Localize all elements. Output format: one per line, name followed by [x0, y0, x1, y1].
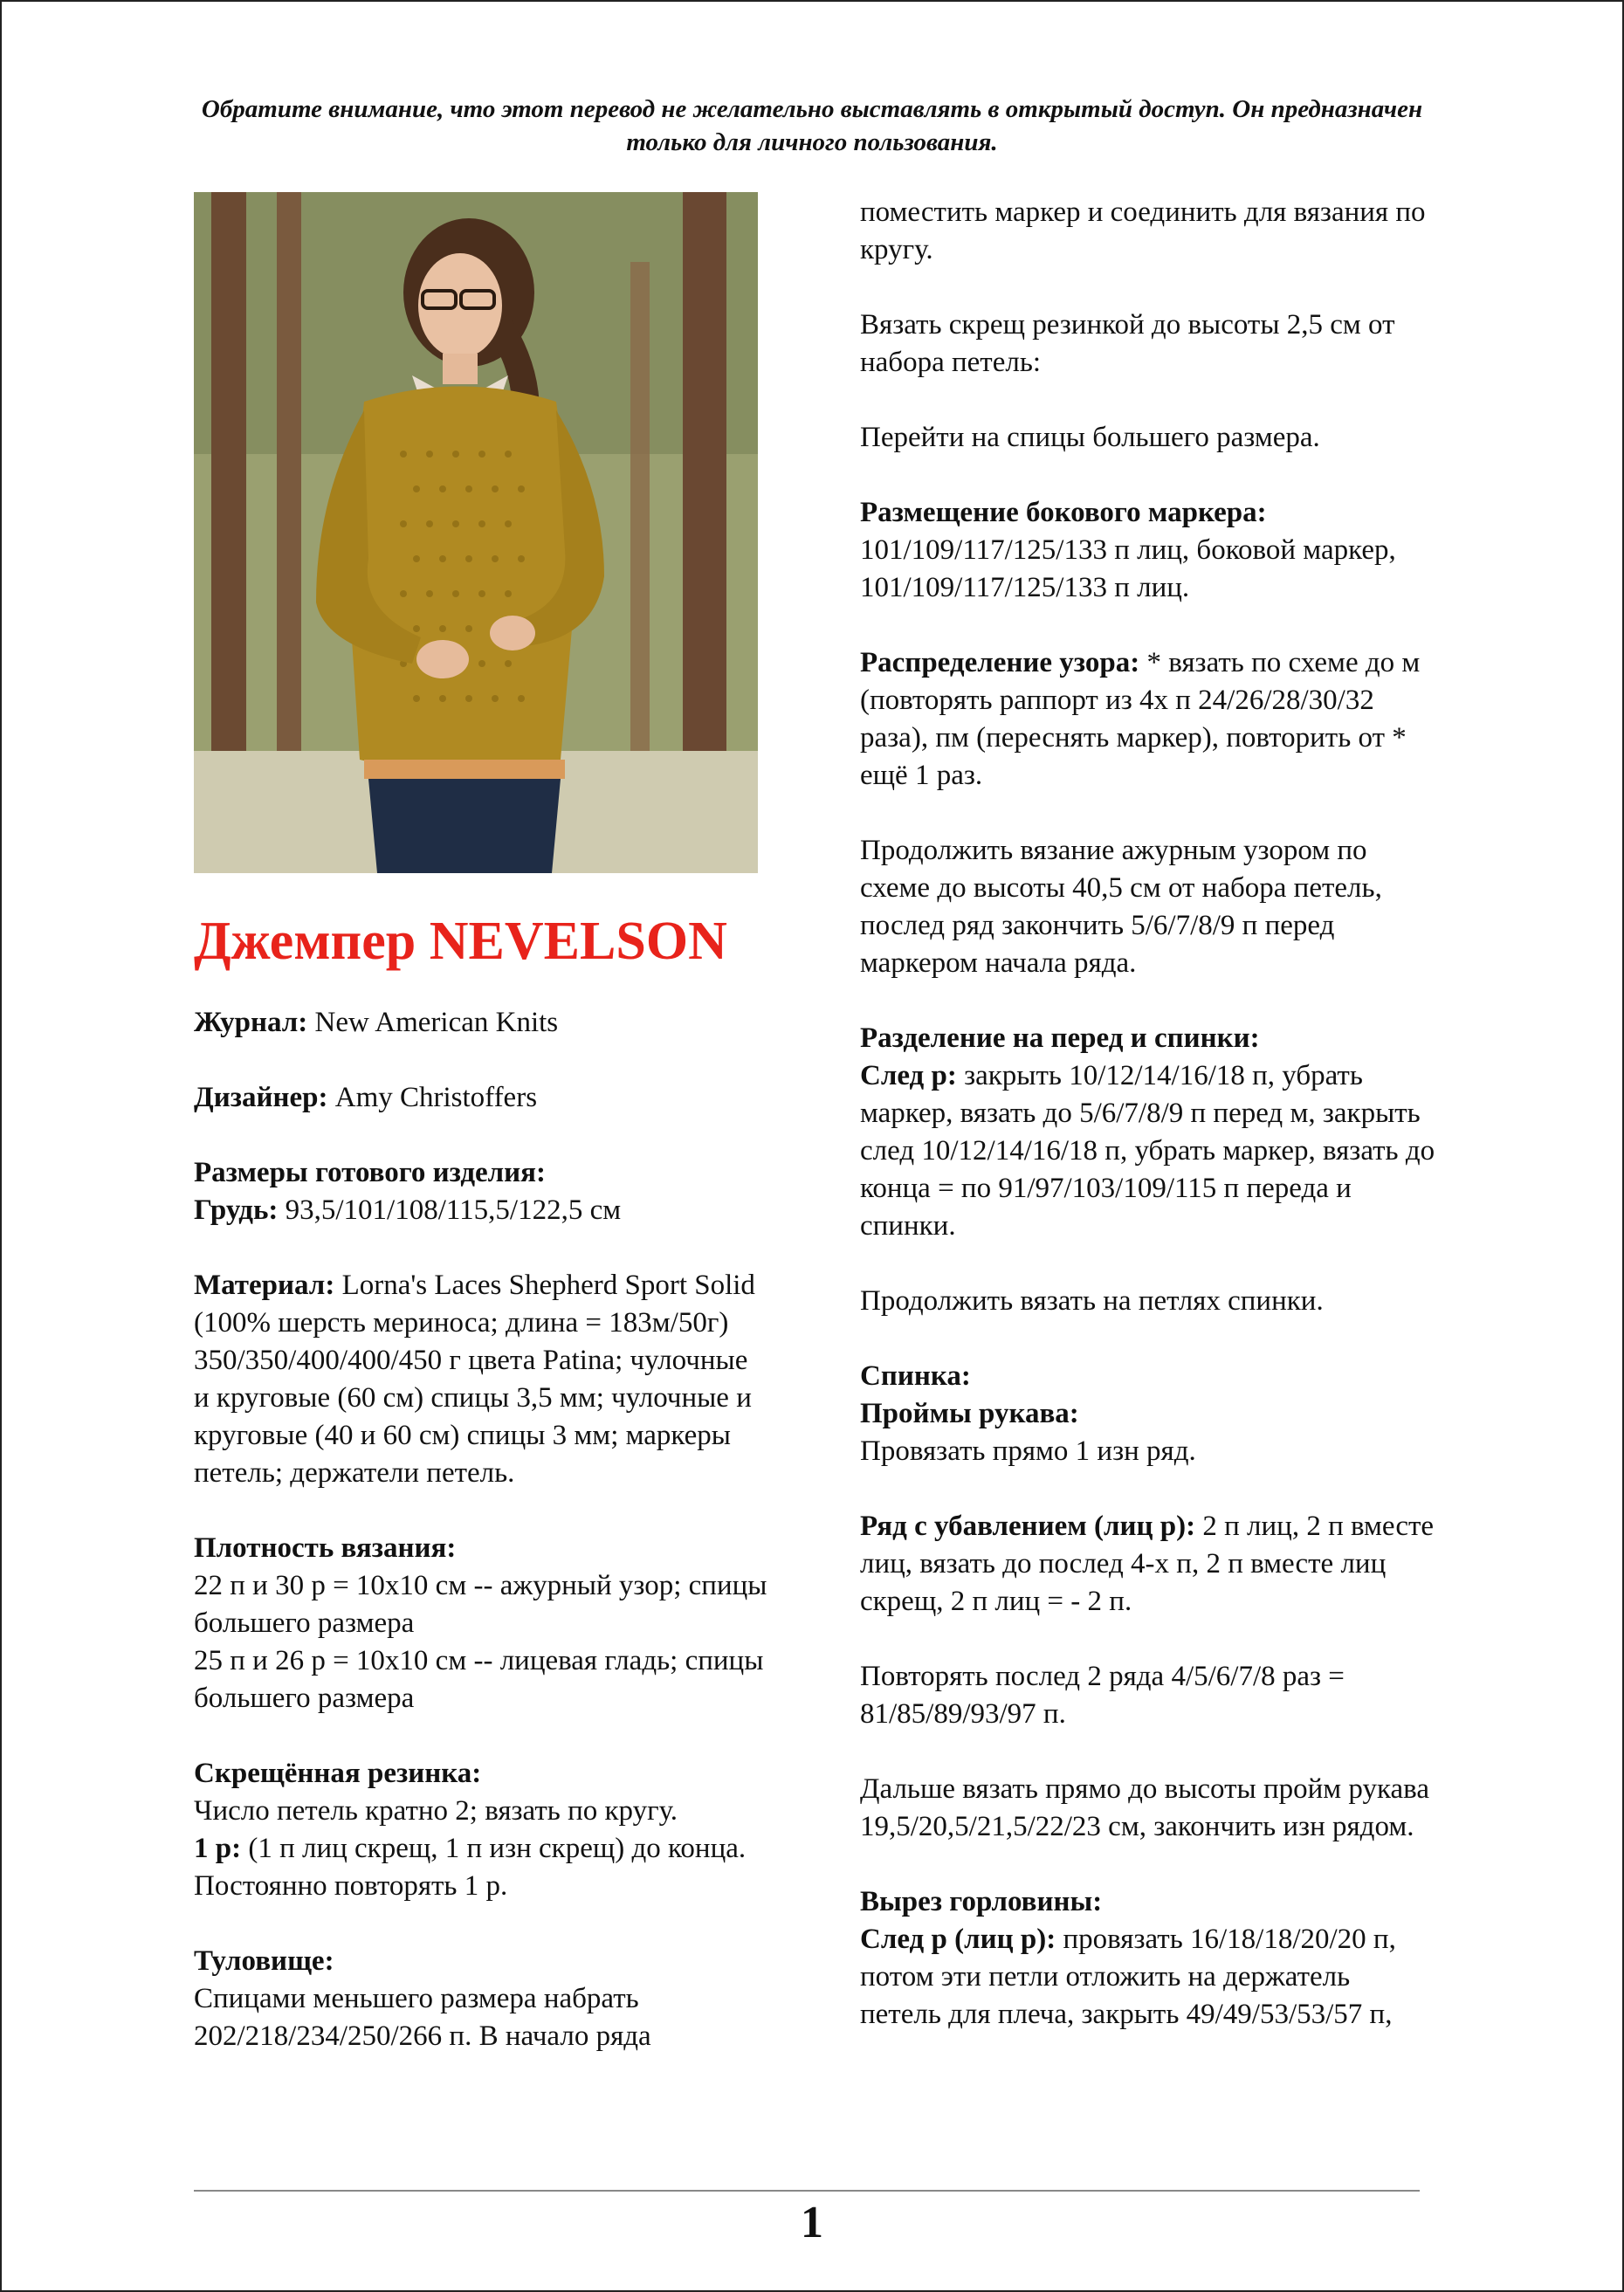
material-label: Материал: — [194, 1270, 335, 1301]
designer-line — [194, 1079, 770, 1117]
page-title: Джемпер NEVELSON — [194, 912, 727, 971]
back-heading — [860, 1358, 1436, 1395]
rib-heading-text: Скрещённая резинка: — [194, 1758, 482, 1789]
rib-line-1: Число петель кратно 2; вязать по кругу. — [194, 1795, 678, 1827]
magazine-line — [194, 1004, 770, 1042]
continue-text: Продолжить вязание ажурным узором по схеме до высоты 40,5 см от набора петель, послед ряд закончить 5/6/7/8/9 п перед маркером начала ряда. — [860, 835, 1382, 979]
right-p1: поместить маркер и соединить для вязания по кругу. — [860, 196, 1426, 265]
rib-heading — [194, 1755, 770, 1793]
pattern-line — [860, 644, 1436, 795]
magazine-label: Журнал: — [194, 1007, 308, 1038]
pattern-text: * вязать по схеме до м (повторять раппорт из 4х п 24/26/28/30/32 раза), пм (переснять маркер), повторить от * ещё 1 раз. — [860, 647, 1421, 791]
dec-text: 2 п лиц, 2 п вместе лиц, вязать до послед 4-х п, 2 п вместе лиц скрещ, 2 п лиц = - 2 п. — [860, 1511, 1435, 1617]
straight-text: Дальше вязать прямо до высоты пройм рукава 19,5/20,5/21,5/22/23 см, закончить изн рядом. — [860, 1773, 1429, 1842]
split-heading-text: Разделение на перед и спинки: — [860, 1022, 1260, 1054]
neck-text: провязать 16/18/18/20/20 п, потом эти петли отложить на держатель петель для плеча, закрыть 49/49/53/53/57 п, — [860, 1924, 1396, 2030]
photo-woman-in-mustard-lace-sweater-icon — [194, 192, 758, 873]
gauge-heading-text: Плотность вязания: — [194, 1532, 457, 1564]
chest-value: 93,5/101/108/115,5/122,5 см — [278, 1194, 622, 1226]
right-p2: Вязать скрещ резинкой до высоты 2,5 см от набора петель: — [860, 309, 1395, 378]
right-p3: Перейти на спицы большего размера. — [860, 422, 1320, 453]
gauge-line-2: 25 п и 26 р = 10х10 см -- лицевая гладь; спицы большего размера — [194, 1645, 764, 1714]
split-text: закрыть 10/12/14/16/18 п, убрать маркер, вязать до 5/6/7/8/9 п перед м, закрыть след 10/12/14/16/18 п, убрать маркер, вязать до конца = по 91/97/103/109/115 п переда и спинки. — [860, 1060, 1435, 1242]
neck-label: След р (лиц р): — [860, 1924, 1056, 1955]
split-heading — [860, 1020, 1436, 1057]
rib-row-value: (1 п лиц скрещ, 1 п изн скрещ) до конца. — [241, 1833, 747, 1864]
designer-label: Дизайнер: — [194, 1082, 328, 1113]
sweater-photo — [194, 192, 758, 873]
dec-line — [860, 1508, 1436, 1621]
rib-line-3: Постоянно повторять 1 р. — [194, 1870, 508, 1902]
body-text: Спицами меньшего размера набрать 202/218/234/250/266 п. В начало ряда — [194, 1983, 651, 2052]
repeat-text: Повторять послед 2 ряда 4/5/6/7/8 раз = 81/85/89/93/97 п. — [860, 1661, 1345, 1730]
privacy-notice: Обратите внимание, что этот перевод не желательно выставлять в открытый доступ. Он предназначен только для личного пользования. — [201, 95, 1423, 156]
material-value: Lorna's Laces Shepherd Sport Solid (100% шерсть мериноса; длина = 183м/50г) 350/350/400/400/450 г цвета Patina; чулочные и круговые (60 см) спицы 3,5 мм; чулочные и круговые (40 и 60 см) спицы 3 мм; маркеры петель; держатели петель. — [194, 1270, 755, 1489]
body-heading-text: Туловище: — [194, 1945, 334, 1977]
sizes-heading — [194, 1154, 770, 1192]
chest-line — [194, 1192, 770, 1229]
footer-divider — [194, 2190, 1420, 2192]
designer-value: Amy Christoffers — [327, 1082, 538, 1113]
armhole-heading — [860, 1395, 1436, 1433]
armhole-text: Провязать прямо 1 изн ряд. — [860, 1435, 1196, 1467]
dec-label: Ряд с убавлением (лиц р): — [860, 1511, 1196, 1542]
neck-heading-text: Вырез горловины: — [860, 1886, 1103, 1917]
rib-row-label: 1 р: — [194, 1833, 242, 1864]
back-text: Продолжить вязать на петлях спинки. — [860, 1285, 1324, 1317]
left-column — [194, 1004, 770, 2055]
gauge-line-1: 22 п и 30 р = 10х10 см -- ажурный узор; спицы большего размера — [194, 1570, 767, 1639]
sizes-heading-text: Размеры готового изделия: — [194, 1157, 547, 1188]
marker-heading-text: Размещение бокового маркера: — [860, 497, 1267, 528]
neck-line — [860, 1921, 1436, 2034]
back-heading-text: Спинка: — [860, 1360, 971, 1392]
marker-text: 101/109/117/125/133 п лиц, боковой маркер, 101/109/117/125/133 п лиц. — [860, 534, 1396, 603]
chest-label: Грудь: — [194, 1194, 279, 1226]
marker-heading — [860, 494, 1436, 532]
magazine-value: New American Knits — [307, 1007, 559, 1038]
neck-heading — [860, 1883, 1436, 1921]
rib-row-line — [194, 1830, 770, 1868]
pattern-label: Распределение узора: — [860, 647, 1140, 678]
armhole-heading-text: Проймы рукава: — [860, 1398, 1079, 1429]
body-heading — [194, 1943, 770, 1980]
material-line — [194, 1267, 770, 1492]
page-number: 1 — [801, 2198, 823, 2247]
split-label: След р: — [860, 1060, 957, 1091]
split-line — [860, 1057, 1436, 1245]
right-column — [860, 194, 1436, 2034]
gauge-heading — [194, 1530, 770, 1567]
